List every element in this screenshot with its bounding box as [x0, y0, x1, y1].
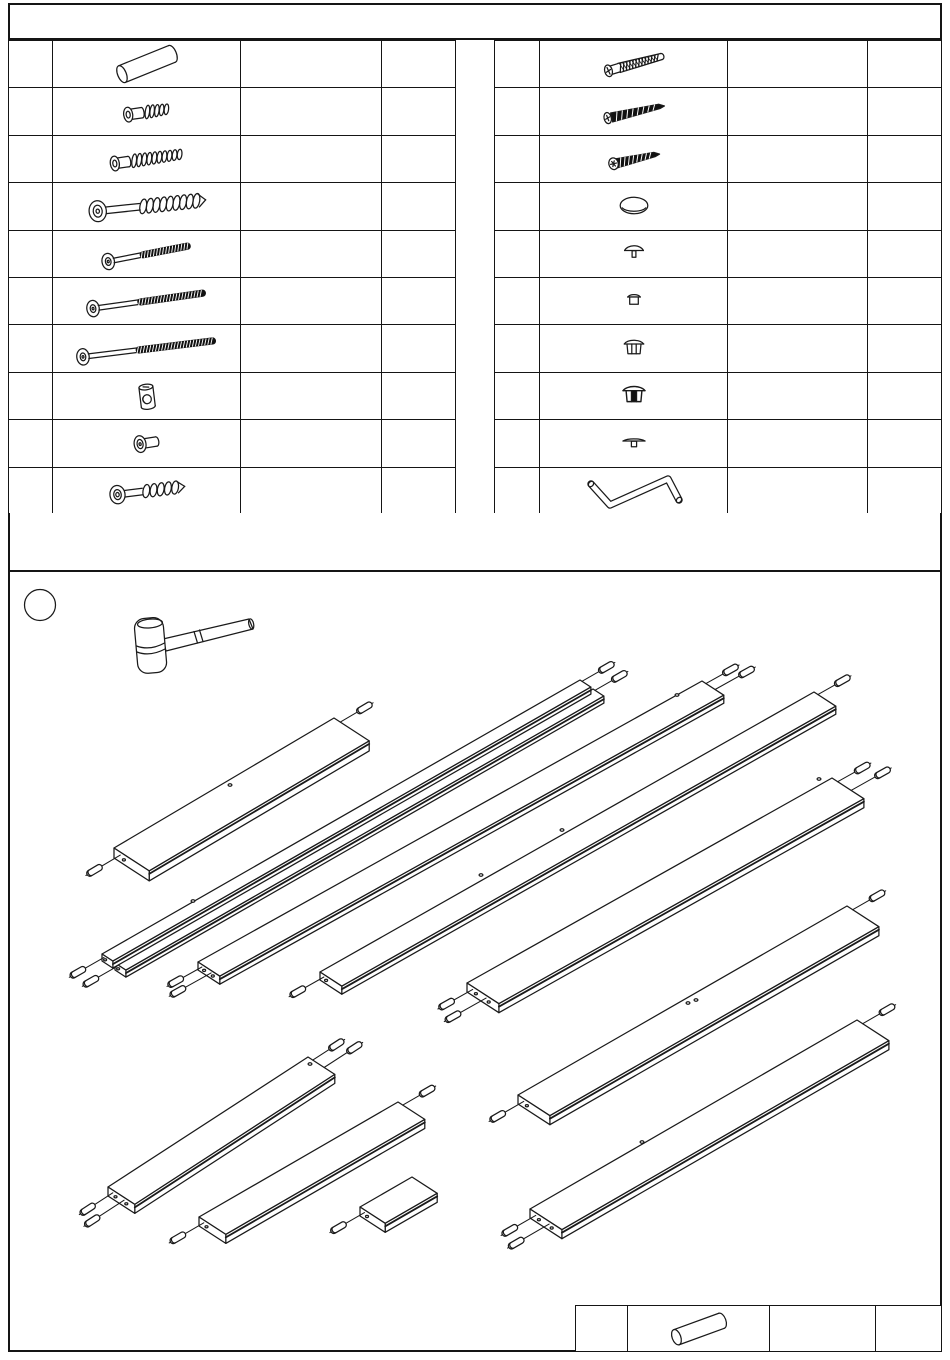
part-image-cell	[52, 468, 240, 514]
part-qty-cell	[867, 88, 941, 134]
part-id-cell	[9, 373, 52, 419]
part-desc-cell	[240, 41, 381, 87]
part-desc-cell	[727, 278, 867, 324]
hex-key-icon	[543, 469, 725, 513]
part-image-cell	[539, 278, 727, 324]
cam-screw-m-icon	[56, 137, 238, 181]
dowel-pin-icon	[327, 1038, 345, 1052]
part-image-cell	[52, 420, 240, 466]
dark-screw-m-icon	[543, 90, 725, 134]
part-qty-cell	[867, 373, 941, 419]
hardware-row	[9, 277, 455, 324]
part-qty-cell	[381, 41, 455, 87]
part-desc-cell	[240, 325, 381, 371]
dowel-pin-icon	[289, 985, 307, 999]
hardware-row	[495, 87, 941, 134]
part-image-cell	[52, 278, 240, 324]
part-desc-cell	[240, 278, 381, 324]
hardware-row	[9, 467, 455, 514]
hardware-row	[576, 1306, 941, 1351]
part-qty-cell	[381, 468, 455, 514]
washer-screw-l-icon	[56, 184, 238, 228]
part-id-cell	[495, 325, 539, 371]
dowel-pin-icon	[738, 665, 756, 679]
dowel-pin-icon	[501, 1223, 519, 1237]
flat-bolt-l-icon	[56, 327, 238, 371]
part-qty-cell	[867, 325, 941, 371]
part-desc-cell	[727, 41, 867, 87]
hardware-row	[495, 467, 941, 514]
hardware-row	[495, 277, 941, 324]
hardware-row	[495, 135, 941, 182]
step-number-bubble	[25, 590, 56, 621]
part-qty-cell	[381, 373, 455, 419]
hardware-row	[495, 419, 941, 466]
dowel-pin-icon	[330, 1221, 348, 1235]
part-id-cell	[495, 88, 539, 134]
part-desc-cell	[727, 325, 867, 371]
hardware-row	[9, 135, 455, 182]
hardware-row	[9, 230, 455, 277]
dowel-pin-icon	[69, 965, 87, 979]
dowel-pin-icon	[610, 669, 628, 683]
mallet-icon	[134, 617, 255, 674]
hardware-row	[9, 372, 455, 419]
part-desc-cell	[240, 468, 381, 514]
part-qty-cell	[381, 325, 455, 371]
part-desc-cell	[727, 468, 867, 514]
hardware-row	[9, 419, 455, 466]
square-plug-icon	[543, 279, 725, 323]
part-id-cell	[495, 41, 539, 87]
dowel-pin-icon	[874, 766, 892, 780]
dowel-pin-icon	[356, 701, 374, 715]
dowel-pin-icon	[418, 1084, 436, 1098]
part-image-cell	[539, 373, 727, 419]
dowel-pin-icon	[868, 889, 886, 903]
part-image-cell	[539, 468, 727, 514]
part-desc-cell	[727, 373, 867, 419]
hardware-row	[495, 372, 941, 419]
long-slat-1	[198, 681, 724, 984]
part-desc-cell	[240, 231, 381, 277]
title-banner	[8, 3, 942, 40]
part-desc-cell	[240, 420, 381, 466]
dark-screw-s-icon	[543, 137, 725, 181]
part-desc-cell	[727, 183, 867, 229]
part-qty-cell	[867, 183, 941, 229]
dowel-pin-icon	[86, 863, 104, 877]
part-qty-cell	[381, 278, 455, 324]
dowel-pin-icon	[833, 674, 851, 688]
part-desc-cell	[727, 136, 867, 182]
part-image-cell	[539, 183, 727, 229]
part-desc-cell	[240, 373, 381, 419]
flat-pin-icon	[543, 421, 725, 465]
hardware-row	[9, 182, 455, 229]
part-id-cell	[9, 231, 52, 277]
rib-plug-s-icon	[543, 327, 725, 371]
part-qty-cell	[381, 88, 455, 134]
part-id-cell	[9, 325, 52, 371]
coarse-screw-icon	[543, 42, 725, 86]
part-id-cell	[9, 468, 52, 514]
bottom-parts-strip	[575, 1305, 942, 1352]
part-qty-cell	[381, 183, 455, 229]
dowel-pin-icon	[489, 1109, 507, 1123]
hardware-row	[495, 230, 941, 277]
part-desc-cell	[727, 420, 867, 466]
part-image-cell	[539, 136, 727, 182]
long-slat-5	[530, 1020, 889, 1239]
dowel-pin-icon	[721, 663, 739, 677]
dowel-pin-icon	[438, 997, 456, 1011]
oval-cap-icon	[543, 184, 725, 228]
dowel-pin-icon	[507, 1236, 525, 1250]
part-image-cell	[52, 183, 240, 229]
mushroom-pin-icon	[543, 232, 725, 276]
part-desc-cell	[727, 88, 867, 134]
part-desc-cell	[727, 231, 867, 277]
part-desc-cell	[769, 1306, 875, 1351]
part-id-cell	[495, 373, 539, 419]
part-id-cell	[9, 278, 52, 324]
dowel-pin-icon	[878, 1003, 896, 1017]
part-image-cell	[52, 88, 240, 134]
dowel-pin-icon	[169, 1231, 187, 1245]
part-qty-cell	[867, 420, 941, 466]
hardware-row	[9, 41, 455, 87]
small-dowel-icon	[630, 1307, 768, 1351]
sleeve-nut-icon	[56, 421, 238, 465]
flat-bolt-m-icon	[56, 279, 238, 323]
hardware-row	[9, 87, 455, 134]
cam-screw-s-icon	[56, 90, 238, 134]
part-qty-cell	[381, 231, 455, 277]
part-image-cell	[52, 136, 240, 182]
part-image-cell	[627, 1306, 769, 1351]
flat-bolt-s-icon	[56, 232, 238, 276]
part-id-cell	[495, 231, 539, 277]
assembly-diagram-panel	[8, 570, 942, 1352]
spacer-band	[8, 513, 942, 570]
dowel-pin-icon	[853, 761, 871, 775]
part-image-cell	[52, 231, 240, 277]
wood-dowel-icon	[56, 42, 238, 86]
dowel-pin-icon	[82, 974, 100, 988]
part-id-cell	[9, 183, 52, 229]
barrel-nut-icon	[56, 374, 238, 418]
hardware-row	[495, 182, 941, 229]
part-qty-cell	[867, 136, 941, 182]
part-qty-cell	[381, 420, 455, 466]
part-qty-cell	[875, 1306, 941, 1351]
rib-plug-m-icon	[543, 374, 725, 418]
exploded-slats-diagram	[10, 572, 940, 1350]
dowel-pin-icon	[83, 1214, 101, 1228]
part-image-cell	[539, 325, 727, 371]
part-qty-cell	[867, 231, 941, 277]
dowel-pin-icon	[444, 1010, 462, 1024]
part-desc-cell	[240, 136, 381, 182]
part-image-cell	[539, 41, 727, 87]
part-qty-cell	[867, 41, 941, 87]
hardware-table-right	[494, 40, 942, 515]
part-id-cell	[495, 468, 539, 514]
part-id-cell	[9, 420, 52, 466]
hardware-row	[495, 41, 941, 87]
dowel-pin-icon	[345, 1041, 363, 1055]
part-image-cell	[52, 325, 240, 371]
dowel-pin-icon	[79, 1202, 97, 1216]
part-id-cell	[9, 88, 52, 134]
part-image-cell	[52, 41, 240, 87]
part-id-cell	[9, 136, 52, 182]
part-id-cell	[9, 41, 52, 87]
dowel-pin-icon	[597, 660, 615, 674]
part-id-cell	[495, 183, 539, 229]
part-id-cell	[495, 278, 539, 324]
part-qty-cell	[381, 136, 455, 182]
part-image-cell	[539, 420, 727, 466]
part-id-cell	[495, 136, 539, 182]
part-desc-cell	[240, 88, 381, 134]
part-qty-cell	[867, 278, 941, 324]
part-id-cell	[495, 420, 539, 466]
washer-screw-s-icon	[56, 469, 238, 513]
part-qty-cell	[867, 468, 941, 514]
part-image-cell	[539, 231, 727, 277]
short-block	[360, 1177, 437, 1232]
part-desc-cell	[240, 183, 381, 229]
hardware-row	[9, 324, 455, 371]
hardware-table-left	[8, 40, 456, 515]
part-id-cell	[576, 1306, 627, 1351]
part-image-cell	[539, 88, 727, 134]
hardware-row	[495, 324, 941, 371]
part-image-cell	[52, 373, 240, 419]
